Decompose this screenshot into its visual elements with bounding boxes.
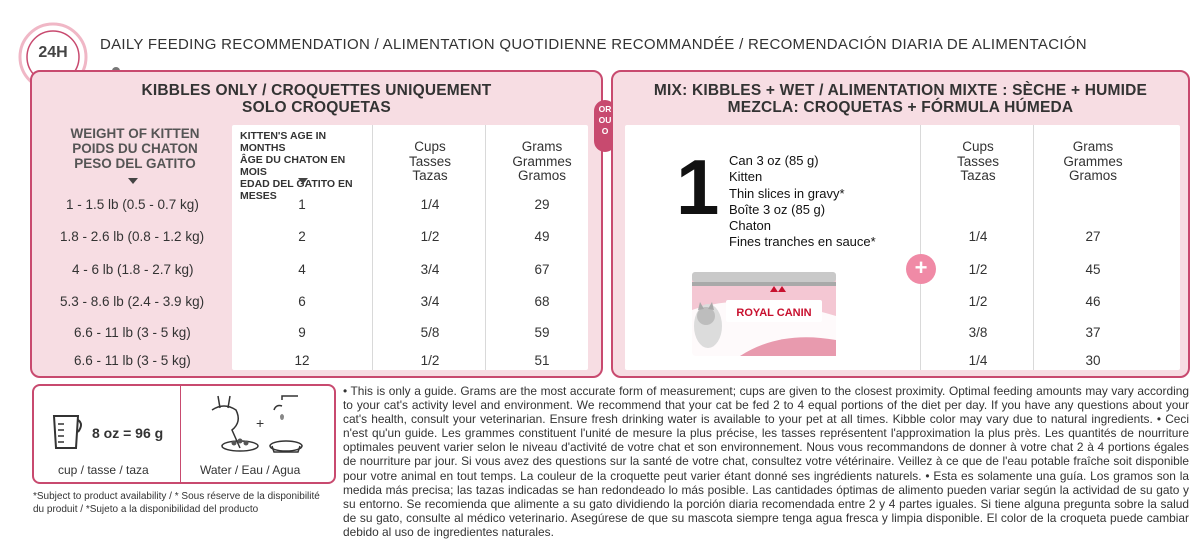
- age-cell: 4: [298, 262, 306, 277]
- grams-cell: 49: [534, 229, 550, 244]
- cups-cell: 3/4: [420, 294, 440, 309]
- mix-cups-cell: 1/2: [968, 294, 988, 309]
- cups-header: Cups Tasses Tazas: [408, 139, 452, 183]
- grams-cell: 68: [534, 294, 550, 309]
- weight-cell: 5.3 - 8.6 lb (2.4 - 3.9 kg): [60, 294, 205, 309]
- or-badge: OR OU O: [594, 100, 616, 152]
- feeding-guide-text: • This is only a guide. Grams are the most accurate form of measurement; cups are given to the closest proximity. Optimal feeding amounts may vary according to your cat's activity level and environment. We recommend that your cat be fed 2 to 4 equal portions of the diet per day. If you have any questions about your cat's health, consult your veterinarian. Ensure fresh drinking water is available to your pet at all times. Kibble color may vary due to natural ingredients. • Ceci n'est qu'un guide. Les grammes constituent l'unité de mesure la plus précise, les tasses représentent l'approximation la plus près. Les quantités de nourriture optimales peuvent varier selon le niveau d'activité de votre chat et son environnement. Nous vous recommandons de donner à votre chat 2 à 4 portions égales de nourriture par jour. Si vous avez des questions sur la santé de votre chat, consultez votre vétérinaire. Veillez à ce que de l'eau potable fraîche soit disponible pour votre animal en tout temps. La couleur de la croquette peut varier étant donné ses ingrédients naturels. • Esta es solamente una guía. Los gramos son la medida más precisa; las tazas indicadas se han redondeado lo más posible. Las cantidades óptimas de alimento pueden variar según la actividad de su gato y su entorno. Se recomienda que alimente a su gato dividiendo la porción diaria recomendada entre 2 y 4 partes iguales. Si tiene alguna pregunta sobre la salud de su gato, consulte al médico veterinario. Asegúrese de que su mascota siempre tenga agua fresca y limpia disponible. El color de la croqueta puede cambiar debido al uso de ingredientes naturales.: [343, 384, 1189, 539]
- cups-cell: 1/2: [420, 229, 440, 244]
- brand-label: ROYAL CANIN: [736, 307, 812, 319]
- grams-cell: 51: [534, 353, 550, 368]
- mix-grams-cell: 37: [1085, 325, 1101, 340]
- mix-title-2: MEZCLA: CROQUETAS + FÓRMULA HÚMEDA: [727, 99, 1074, 116]
- age-cell: 1: [298, 197, 306, 212]
- weight-header: WEIGHT OF KITTEN POIDS DU CHATON PESO DEL GATITO: [70, 126, 200, 171]
- mix-grams-header: Grams Grammes Gramos: [1063, 139, 1123, 183]
- kibbles-title-2: SOLO CROQUETAS: [242, 99, 391, 116]
- mix-cups-cell: 3/8: [968, 325, 988, 340]
- grams-cell: 59: [534, 325, 550, 340]
- water-label: Water / Eau / Agua: [200, 463, 301, 477]
- age-header: KITTEN'S AGE IN MONTHS ÂGE DU CHATON EN MOIS EDAD DEL GATITO EN MESES: [240, 130, 353, 202]
- grams-cell: 67: [534, 262, 550, 277]
- kibbles-title-1: KIBBLES ONLY / CROQUETTES UNIQUEMENT: [141, 82, 492, 99]
- weight-cell: 1.8 - 2.6 lb (0.8 - 1.2 kg): [60, 229, 205, 244]
- wet-food-can-image: [690, 270, 838, 358]
- availability-note: *Subject to product availability / * Sous réserve de la disponibilité du produit / *Sujeto a la disponibilidad del producto: [33, 491, 320, 515]
- 24h-badge: 24H: [38, 44, 68, 61]
- plus-icon: +: [906, 254, 936, 284]
- cups-cell: 5/8: [420, 325, 440, 340]
- cat-water-icon: [196, 390, 326, 456]
- weight-cell: 6.6 - 11 lb (3 - 5 kg): [74, 325, 191, 340]
- mix-cups-cell: 1/2: [968, 262, 988, 277]
- age-cell: 12: [294, 353, 310, 368]
- mix-grams-cell: 46: [1085, 294, 1101, 309]
- mix-cups-cell: 1/4: [968, 229, 988, 244]
- mix-cups-cell: 1/4: [968, 353, 988, 368]
- cup-label: cup / tasse / taza: [58, 463, 149, 477]
- mix-title-1: MIX: KIBBLES + WET / ALIMENTATION MIXTE : SÈCHE + HUMIDE: [653, 82, 1148, 99]
- cup-conversion: 8 oz = 96 g: [92, 425, 164, 441]
- can-description: Can 3 oz (85 g) Kitten Thin slices in gravy* Boîte 3 oz (85 g) Chaton Fines tranches en sauce*: [729, 153, 876, 250]
- mix-grams-cell: 45: [1085, 262, 1101, 277]
- can-count: 1: [676, 143, 720, 231]
- weight-cell: 6.6 - 11 lb (3 - 5 kg): [74, 353, 191, 368]
- arrow-down-icon: [298, 178, 308, 184]
- age-cell: 6: [298, 294, 306, 309]
- measuring-cup-icon: [50, 410, 84, 450]
- weight-cell: 1 - 1.5 lb (0.5 - 0.7 kg): [66, 197, 199, 212]
- mix-grams-cell: 27: [1085, 229, 1101, 244]
- cups-cell: 1/2: [420, 353, 440, 368]
- arrow-down-icon: [128, 178, 138, 184]
- age-cell: 9: [298, 325, 306, 340]
- cups-cell: 1/4: [420, 197, 440, 212]
- mix-grams-cell: 30: [1085, 353, 1101, 368]
- grams-cell: 29: [534, 197, 550, 212]
- age-cell: 2: [298, 229, 306, 244]
- grams-header: Grams Grammes Gramos: [512, 139, 572, 183]
- cups-cell: 3/4: [420, 262, 440, 277]
- svg-text:+: +: [256, 415, 265, 431]
- weight-cell: 4 - 6 lb (1.8 - 2.7 kg): [72, 262, 194, 277]
- page-title: DAILY FEEDING RECOMMENDATION / ALIMENTATION QUOTIDIENNE RECOMMANDÉE / RECOMENDACIÓN DIARIA DE ALIMENTACIÓN: [100, 36, 1087, 53]
- mix-cups-header: Cups Tasses Tazas: [956, 139, 1000, 183]
